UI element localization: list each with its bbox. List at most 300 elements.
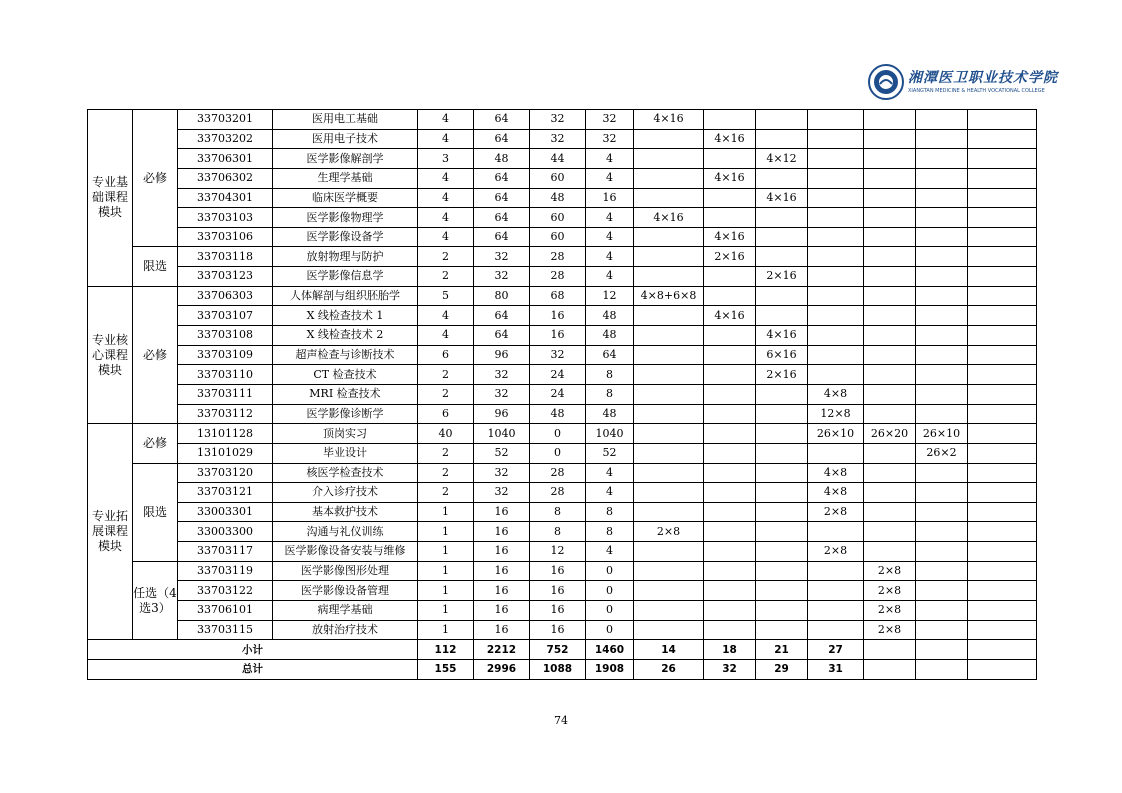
sem4-hours-cell: [808, 129, 864, 149]
practice-hours-cell: 32: [586, 110, 634, 130]
sem1-hours-cell: [634, 247, 704, 267]
total-hours-cell: 32: [474, 247, 530, 267]
sem5-hours-cell: 2×8: [864, 561, 916, 581]
theory-hours-cell: 60: [530, 208, 586, 228]
course-code-cell: 33706303: [178, 286, 273, 306]
subtotal-value: 27: [808, 640, 864, 660]
total-hours-cell: 64: [474, 129, 530, 149]
sem4-hours-cell: [808, 286, 864, 306]
course-name-cell: 医用电子技术: [273, 129, 418, 149]
credits-cell: 1: [418, 542, 474, 562]
course-code-cell: 33703118: [178, 247, 273, 267]
credits-cell: 2: [418, 384, 474, 404]
credits-cell: 2: [418, 463, 474, 483]
sem3-hours-cell: [756, 424, 808, 444]
theory-hours-cell: 32: [530, 345, 586, 365]
credits-cell: 6: [418, 345, 474, 365]
sem6-hours-cell: [916, 542, 968, 562]
sem6-hours-cell: 26×2: [916, 443, 968, 463]
sem4-hours-cell: [808, 581, 864, 601]
sem4-hours-cell: [808, 365, 864, 385]
total-hours-cell: 16: [474, 581, 530, 601]
sem5-hours-cell: [864, 286, 916, 306]
sem3-hours-cell: [756, 483, 808, 503]
sem-extra-cell: [968, 227, 1037, 247]
theory-hours-cell: 32: [530, 110, 586, 130]
subtotal-value: 752: [530, 640, 586, 660]
practice-hours-cell: 0: [586, 581, 634, 601]
sem-extra-cell: [968, 620, 1037, 640]
sem-extra-cell: [968, 522, 1037, 542]
total-hours-cell: 16: [474, 542, 530, 562]
table-row: [88, 502, 1037, 522]
sem1-hours-cell: [634, 365, 704, 385]
sem6-hours-cell: [916, 345, 968, 365]
sem1-hours-cell: [634, 306, 704, 326]
sem3-hours-cell: [756, 208, 808, 228]
sem4-hours-cell: 26×10: [808, 424, 864, 444]
course-name-cell: 医学影像解剖学: [273, 149, 418, 169]
total-value: 31: [808, 659, 864, 679]
course-code-cell: 33703201: [178, 110, 273, 130]
theory-hours-cell: 16: [530, 620, 586, 640]
practice-hours-cell: 0: [586, 620, 634, 640]
sem4-hours-cell: [808, 168, 864, 188]
sem1-hours-cell: [634, 227, 704, 247]
sem5-hours-cell: [864, 306, 916, 326]
theory-hours-cell: 0: [530, 443, 586, 463]
sem5-hours-cell: [864, 542, 916, 562]
sem4-hours-cell: [808, 443, 864, 463]
module-cell: 专业基础课程模块: [88, 110, 133, 287]
credits-cell: 5: [418, 286, 474, 306]
sem6-hours-cell: [916, 463, 968, 483]
total-value: 26: [634, 659, 704, 679]
table-row: [88, 463, 1037, 483]
sem1-hours-cell: [634, 384, 704, 404]
sem6-hours-cell: [916, 227, 968, 247]
table-row: [88, 168, 1037, 188]
practice-hours-cell: 48: [586, 306, 634, 326]
sem3-hours-cell: [756, 463, 808, 483]
course-code-cell: 33703202: [178, 129, 273, 149]
practice-hours-cell: 48: [586, 326, 634, 346]
sem-extra-cell: [968, 129, 1037, 149]
sem1-hours-cell: [634, 443, 704, 463]
sem2-hours-cell: [704, 267, 756, 287]
credits-cell: 2: [418, 443, 474, 463]
credits-cell: 1: [418, 620, 474, 640]
sem6-hours-cell: [916, 306, 968, 326]
sem5-hours-cell: [864, 129, 916, 149]
total-hours-cell: 1040: [474, 424, 530, 444]
theory-hours-cell: 8: [530, 522, 586, 542]
subtotal-value: 112: [418, 640, 474, 660]
sem2-hours-cell: [704, 286, 756, 306]
sem1-hours-cell: [634, 345, 704, 365]
sem5-hours-cell: [864, 345, 916, 365]
sem6-hours-cell: [916, 601, 968, 621]
sem4-hours-cell: [808, 208, 864, 228]
course-name-cell: 医学影像信息学: [273, 267, 418, 287]
subtotal-value: [968, 640, 1037, 660]
sem1-hours-cell: [634, 601, 704, 621]
subtotal-value: [916, 640, 968, 660]
total-hours-cell: 32: [474, 267, 530, 287]
course-name-cell: 医学影像诊断学: [273, 404, 418, 424]
table-row: [88, 620, 1037, 640]
course-name-cell: CT 检查技术: [273, 365, 418, 385]
course-type-cell: 限选: [133, 463, 178, 561]
course-code-cell: 33704301: [178, 188, 273, 208]
table-row: [88, 581, 1037, 601]
sem3-hours-cell: [756, 542, 808, 562]
course-name-cell: 超声检查与诊断技术: [273, 345, 418, 365]
sem3-hours-cell: [756, 247, 808, 267]
total-hours-cell: 48: [474, 149, 530, 169]
module-cell: 专业拓展课程模块: [88, 424, 133, 640]
theory-hours-cell: 12: [530, 542, 586, 562]
course-name-cell: 沟通与礼仪训练: [273, 522, 418, 542]
total-hours-cell: 16: [474, 502, 530, 522]
practice-hours-cell: 48: [586, 404, 634, 424]
credits-cell: 4: [418, 227, 474, 247]
course-type-cell: 限选: [133, 247, 178, 286]
sem4-hours-cell: 2×8: [808, 502, 864, 522]
sem1-hours-cell: 4×16: [634, 208, 704, 228]
sem3-hours-cell: 4×12: [756, 149, 808, 169]
college-name-en: XIANGTAN MEDICINE & HEALTH VOCATIONAL COLLEGE: [908, 88, 1045, 94]
sem4-hours-cell: [808, 326, 864, 346]
sem-extra-cell: [968, 542, 1037, 562]
sem5-hours-cell: [864, 227, 916, 247]
practice-hours-cell: 8: [586, 502, 634, 522]
college-seal-icon: [868, 64, 904, 100]
theory-hours-cell: 32: [530, 129, 586, 149]
sem2-hours-cell: 4×16: [704, 306, 756, 326]
sem-extra-cell: [968, 306, 1037, 326]
theory-hours-cell: 28: [530, 483, 586, 503]
practice-hours-cell: 4: [586, 168, 634, 188]
course-code-cell: 33703115: [178, 620, 273, 640]
credits-cell: 1: [418, 561, 474, 581]
course-name-cell: 毕业设计: [273, 443, 418, 463]
sem2-hours-cell: [704, 424, 756, 444]
theory-hours-cell: 68: [530, 286, 586, 306]
sem6-hours-cell: [916, 208, 968, 228]
sem3-hours-cell: [756, 227, 808, 247]
credits-cell: 3: [418, 149, 474, 169]
sem6-hours-cell: [916, 149, 968, 169]
sem6-hours-cell: 26×10: [916, 424, 968, 444]
course-code-cell: 33703110: [178, 365, 273, 385]
sem3-hours-cell: 2×16: [756, 267, 808, 287]
table-row: [88, 188, 1037, 208]
table-row: [88, 227, 1037, 247]
subtotal-value: 21: [756, 640, 808, 660]
course-code-cell: 33703117: [178, 542, 273, 562]
total-hours-cell: 64: [474, 326, 530, 346]
sem2-hours-cell: [704, 620, 756, 640]
course-type-cell: 必修: [133, 424, 178, 463]
subtotal-label: 小计: [88, 640, 418, 660]
course-name-cell: 医学影像图形处理: [273, 561, 418, 581]
sem5-hours-cell: 2×8: [864, 620, 916, 640]
subtotal-value: 1460: [586, 640, 634, 660]
sem-extra-cell: [968, 267, 1037, 287]
sem-extra-cell: [968, 601, 1037, 621]
course-name-cell: X 线检查技术 1: [273, 306, 418, 326]
sem2-hours-cell: [704, 522, 756, 542]
sem6-hours-cell: [916, 483, 968, 503]
theory-hours-cell: 28: [530, 463, 586, 483]
sem2-hours-cell: [704, 404, 756, 424]
course-code-cell: 33703103: [178, 208, 273, 228]
sem-extra-cell: [968, 345, 1037, 365]
practice-hours-cell: 32: [586, 129, 634, 149]
total-value: [968, 659, 1037, 679]
theory-hours-cell: 24: [530, 384, 586, 404]
sem-extra-cell: [968, 502, 1037, 522]
total-hours-cell: 32: [474, 463, 530, 483]
sem3-hours-cell: [756, 404, 808, 424]
course-name-cell: 医学影像设备管理: [273, 581, 418, 601]
sem2-hours-cell: 4×16: [704, 129, 756, 149]
module-cell: 专业核心课程模块: [88, 286, 133, 423]
sem5-hours-cell: [864, 522, 916, 542]
sem-extra-cell: [968, 581, 1037, 601]
course-name-cell: 医学影像设备学: [273, 227, 418, 247]
sem3-hours-cell: [756, 286, 808, 306]
course-code-cell: 13101029: [178, 443, 273, 463]
sem-extra-cell: [968, 463, 1037, 483]
sem6-hours-cell: [916, 286, 968, 306]
sem4-hours-cell: [808, 620, 864, 640]
sem2-hours-cell: [704, 581, 756, 601]
sem6-hours-cell: [916, 267, 968, 287]
course-code-cell: 33703123: [178, 267, 273, 287]
course-name-cell: 放射治疗技术: [273, 620, 418, 640]
subtotal-value: 14: [634, 640, 704, 660]
credits-cell: 6: [418, 404, 474, 424]
sem6-hours-cell: [916, 522, 968, 542]
sem4-hours-cell: 12×8: [808, 404, 864, 424]
sem6-hours-cell: [916, 502, 968, 522]
sem1-hours-cell: [634, 581, 704, 601]
course-name-cell: 生理学基础: [273, 168, 418, 188]
practice-hours-cell: 0: [586, 601, 634, 621]
course-code-cell: 33703109: [178, 345, 273, 365]
sem1-hours-cell: [634, 188, 704, 208]
sem2-hours-cell: [704, 188, 756, 208]
course-name-cell: 医用电工基础: [273, 110, 418, 130]
sem5-hours-cell: [864, 483, 916, 503]
course-name-cell: 人体解剖与组织胚胎学: [273, 286, 418, 306]
sem3-hours-cell: [756, 306, 808, 326]
sem6-hours-cell: [916, 188, 968, 208]
sem5-hours-cell: [864, 365, 916, 385]
course-type-cell: 必修: [133, 286, 178, 423]
sem6-hours-cell: [916, 326, 968, 346]
practice-hours-cell: 16: [586, 188, 634, 208]
course-name-cell: 医学影像物理学: [273, 208, 418, 228]
course-code-cell: 33703120: [178, 463, 273, 483]
theory-hours-cell: 8: [530, 502, 586, 522]
sem1-hours-cell: [634, 542, 704, 562]
course-name-cell: 医学影像设备安装与维修: [273, 542, 418, 562]
sem1-hours-cell: [634, 326, 704, 346]
table-row: [88, 208, 1037, 228]
total-row: [88, 659, 1037, 679]
sem6-hours-cell: [916, 581, 968, 601]
total-label: 总计: [88, 659, 418, 679]
total-value: 1088: [530, 659, 586, 679]
credits-cell: 2: [418, 247, 474, 267]
table-row: [88, 542, 1037, 562]
sem4-hours-cell: [808, 601, 864, 621]
sem3-hours-cell: 2×16: [756, 365, 808, 385]
sem3-hours-cell: [756, 601, 808, 621]
sem1-hours-cell: [634, 424, 704, 444]
total-hours-cell: 96: [474, 404, 530, 424]
practice-hours-cell: 4: [586, 463, 634, 483]
practice-hours-cell: 4: [586, 267, 634, 287]
sem5-hours-cell: [864, 384, 916, 404]
total-value: 29: [756, 659, 808, 679]
total-hours-cell: 64: [474, 306, 530, 326]
credits-cell: 4: [418, 208, 474, 228]
sem1-hours-cell: [634, 129, 704, 149]
subtotal-value: 2212: [474, 640, 530, 660]
theory-hours-cell: 60: [530, 227, 586, 247]
sem1-hours-cell: 4×8+6×8: [634, 286, 704, 306]
sem3-hours-cell: [756, 581, 808, 601]
credits-cell: 4: [418, 110, 474, 130]
sem3-hours-cell: [756, 561, 808, 581]
sem1-hours-cell: [634, 404, 704, 424]
sem1-hours-cell: 2×8: [634, 522, 704, 542]
theory-hours-cell: 16: [530, 326, 586, 346]
sem1-hours-cell: [634, 168, 704, 188]
practice-hours-cell: 4: [586, 208, 634, 228]
sem3-hours-cell: [756, 110, 808, 130]
course-type-cell: 任选（4选3）: [133, 561, 178, 640]
sem4-hours-cell: [808, 561, 864, 581]
sem1-hours-cell: [634, 502, 704, 522]
course-code-cell: 33706302: [178, 168, 273, 188]
sem6-hours-cell: [916, 365, 968, 385]
sem5-hours-cell: [864, 404, 916, 424]
course-name-cell: MRI 检查技术: [273, 384, 418, 404]
table-row: [88, 384, 1037, 404]
sem4-hours-cell: [808, 522, 864, 542]
credits-cell: 4: [418, 129, 474, 149]
total-value: 1908: [586, 659, 634, 679]
total-hours-cell: 52: [474, 443, 530, 463]
sem4-hours-cell: [808, 227, 864, 247]
total-hours-cell: 32: [474, 365, 530, 385]
sem5-hours-cell: 26×20: [864, 424, 916, 444]
table-row: [88, 306, 1037, 326]
sem6-hours-cell: [916, 168, 968, 188]
total-value: 2996: [474, 659, 530, 679]
sem2-hours-cell: [704, 149, 756, 169]
table-row: [88, 365, 1037, 385]
sem3-hours-cell: [756, 443, 808, 463]
practice-hours-cell: 4: [586, 247, 634, 267]
table-row: [88, 345, 1037, 365]
sem2-hours-cell: 4×16: [704, 227, 756, 247]
total-hours-cell: 64: [474, 208, 530, 228]
table-row: [88, 601, 1037, 621]
theory-hours-cell: 16: [530, 601, 586, 621]
sem5-hours-cell: [864, 110, 916, 130]
course-name-cell: 放射物理与防护: [273, 247, 418, 267]
sem2-hours-cell: [704, 542, 756, 562]
course-name-cell: 介入诊疗技术: [273, 483, 418, 503]
course-code-cell: 33703108: [178, 326, 273, 346]
credits-cell: 1: [418, 502, 474, 522]
course-code-cell: 33703106: [178, 227, 273, 247]
sem4-hours-cell: [808, 188, 864, 208]
sem-extra-cell: [968, 208, 1037, 228]
sem4-hours-cell: [808, 149, 864, 169]
practice-hours-cell: 8: [586, 384, 634, 404]
sem2-hours-cell: [704, 384, 756, 404]
course-code-cell: 33703112: [178, 404, 273, 424]
sem4-hours-cell: 4×8: [808, 483, 864, 503]
table-row: [88, 149, 1037, 169]
sem6-hours-cell: [916, 110, 968, 130]
sem4-hours-cell: 2×8: [808, 542, 864, 562]
total-value: [916, 659, 968, 679]
course-name-cell: 基本救护技术: [273, 502, 418, 522]
sem-extra-cell: [968, 149, 1037, 169]
table-row: [88, 561, 1037, 581]
sem2-hours-cell: [704, 601, 756, 621]
theory-hours-cell: 28: [530, 267, 586, 287]
credits-cell: 1: [418, 522, 474, 542]
practice-hours-cell: 0: [586, 561, 634, 581]
sem6-hours-cell: [916, 404, 968, 424]
credits-cell: 2: [418, 365, 474, 385]
sem5-hours-cell: [864, 149, 916, 169]
theory-hours-cell: 16: [530, 561, 586, 581]
sem5-hours-cell: 2×8: [864, 601, 916, 621]
table-row: [88, 404, 1037, 424]
sem6-hours-cell: [916, 247, 968, 267]
total-hours-cell: 16: [474, 561, 530, 581]
sem1-hours-cell: [634, 561, 704, 581]
total-value: [864, 659, 916, 679]
credits-cell: 4: [418, 168, 474, 188]
sem3-hours-cell: [756, 522, 808, 542]
total-hours-cell: 64: [474, 227, 530, 247]
theory-hours-cell: 60: [530, 168, 586, 188]
subtotal-row: [88, 640, 1037, 660]
sem-extra-cell: [968, 326, 1037, 346]
theory-hours-cell: 48: [530, 404, 586, 424]
credits-cell: 1: [418, 581, 474, 601]
total-hours-cell: 16: [474, 522, 530, 542]
total-value: 32: [704, 659, 756, 679]
theory-hours-cell: 44: [530, 149, 586, 169]
course-type-cell: 必修: [133, 110, 178, 247]
total-value: 155: [418, 659, 474, 679]
course-code-cell: 33703121: [178, 483, 273, 503]
sem-extra-cell: [968, 188, 1037, 208]
sem-extra-cell: [968, 561, 1037, 581]
